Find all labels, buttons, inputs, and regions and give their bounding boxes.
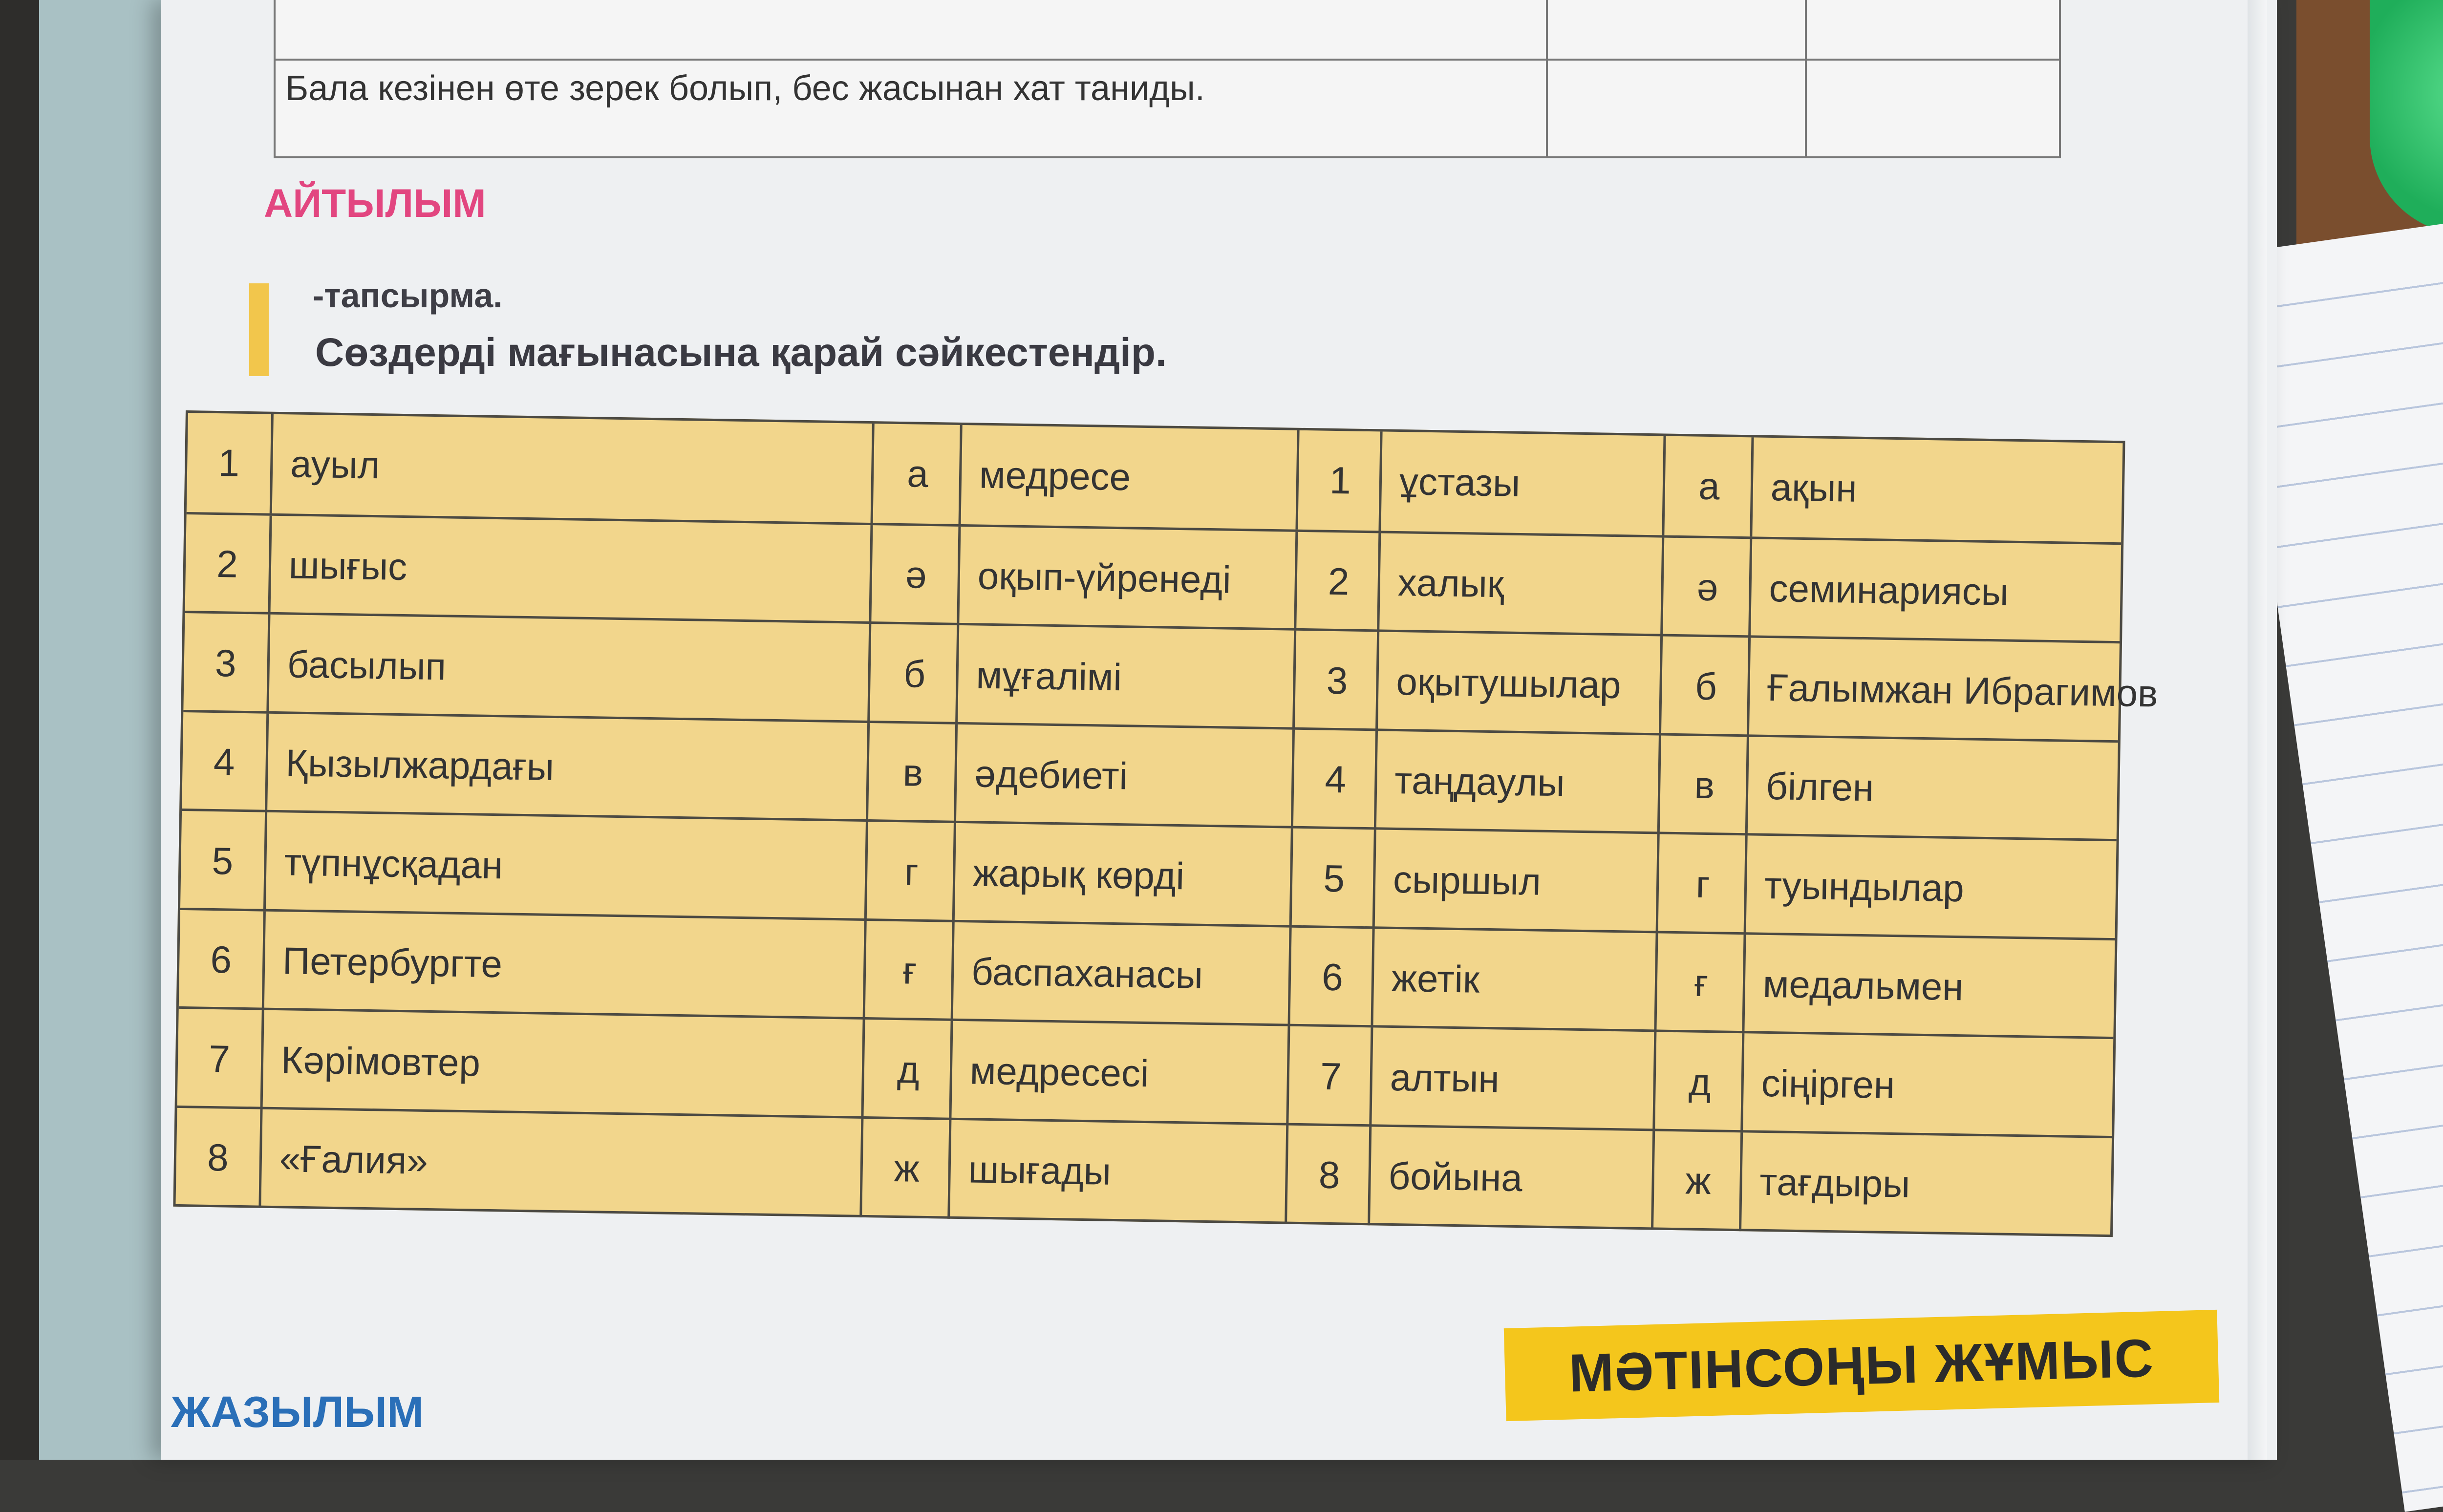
- left-letter-cell: ә: [869, 525, 961, 625]
- left-number-cell: 4: [213, 740, 236, 784]
- right-letter-cell: ғ: [1654, 933, 1746, 1033]
- left-match-cell: мұғалімі: [955, 625, 1294, 729]
- left-word-cell: Петербургте: [262, 911, 864, 1020]
- right-match-cell: семинариясы: [1748, 539, 2121, 643]
- left-match-cell: жарық көрді: [952, 823, 1291, 927]
- right-match-cell: туындылар: [1744, 835, 2117, 940]
- left-letter-cell: г: [864, 822, 956, 922]
- left-letter-cell: д: [861, 1020, 953, 1120]
- left-match-cell: әдебиеті: [954, 724, 1292, 828]
- matching-table: [173, 410, 2159, 1237]
- post-text-banner: [1504, 1310, 2219, 1421]
- right-letter-cell: ә: [1660, 537, 1752, 638]
- right-number-cell: 3: [1292, 631, 1379, 731]
- left-number-cell: 3: [214, 641, 237, 685]
- right-letter-cell: г: [1656, 834, 1748, 934]
- right-word-cell: оқытушылар: [1375, 632, 1660, 735]
- left-match-cell: медресесі: [949, 1021, 1287, 1125]
- right-number-cell: 6: [1287, 927, 1374, 1027]
- table-divider: [1805, 0, 1807, 156]
- right-letter-cell: б: [1659, 636, 1751, 736]
- previous-table: [274, 0, 2061, 158]
- right-word-cell: бойына: [1368, 1127, 1652, 1230]
- right-word-cell: халық: [1377, 533, 1662, 637]
- right-word-cell: жетік: [1371, 929, 1655, 1032]
- section-heading-writing: ЖАЗЫЛЫМ: [171, 1388, 424, 1437]
- left-number-cell: 2: [216, 542, 238, 586]
- banner-text: МӘТІНСОҢЫ ЖҰМЫС: [1568, 1327, 2155, 1404]
- right-letter-cell: ж: [1651, 1131, 1743, 1231]
- left-match-cell: медресе: [959, 425, 1297, 529]
- right-number-cell: 5: [1289, 829, 1376, 929]
- right-match-cell: тағдыры: [1739, 1132, 2112, 1237]
- task-number-marker: [249, 283, 269, 376]
- right-letter-cell: д: [1652, 1032, 1744, 1132]
- left-word-cell: ауыл: [270, 414, 872, 523]
- section-title: АЙТЫЛЫМ: [264, 181, 486, 226]
- right-match-cell: медальмен: [1742, 935, 2115, 1039]
- page-edge: [2248, 0, 2267, 1460]
- right-match-cell: сіңірген: [1740, 1033, 2113, 1138]
- right-match-cell: білген: [1745, 737, 2118, 841]
- right-letter-cell: в: [1657, 735, 1749, 835]
- left-letter-cell: а: [871, 424, 963, 524]
- left-word-cell: Қызылжардағы: [265, 713, 867, 822]
- left-word-cell: түпнұсқадан: [263, 812, 866, 921]
- right-number-cell: 1: [1295, 430, 1382, 531]
- right-number-cell: 8: [1285, 1125, 1372, 1225]
- left-number-cell: 1: [217, 441, 240, 485]
- left-letter-cell: б: [867, 624, 959, 724]
- table-divider: [1546, 0, 1548, 156]
- left-number-cell: 7: [208, 1037, 231, 1081]
- table-sentence: Бала кезінен өте зерек болып, бес жасынан хат таниды.: [285, 69, 1205, 108]
- left-number-cell: 8: [207, 1136, 229, 1179]
- right-word-cell: алтын: [1369, 1027, 1654, 1131]
- left-word-cell: басылып: [266, 615, 869, 723]
- right-number-cell: 4: [1291, 729, 1378, 830]
- right-word-cell: сыршыл: [1372, 830, 1657, 933]
- right-word-cell: ұстазы: [1378, 431, 1663, 535]
- right-number-cell: 7: [1286, 1026, 1373, 1127]
- left-letter-cell: ғ: [863, 920, 955, 1021]
- right-number-cell: 2: [1294, 532, 1381, 632]
- left-number-cell: 6: [210, 938, 232, 981]
- left-word-cell: Кәрімовтер: [260, 1010, 863, 1119]
- left-match-cell: оқып-үйренеді: [957, 526, 1295, 630]
- right-word-cell: таңдаулы: [1374, 731, 1659, 834]
- left-word-cell: «Ғалия»: [258, 1109, 861, 1217]
- left-match-cell: баспаханасы: [951, 922, 1289, 1026]
- left-letter-cell: ж: [859, 1118, 951, 1218]
- task-label: -тапсырма.: [313, 277, 503, 315]
- right-letter-cell: а: [1662, 436, 1754, 536]
- right-match-cell: Ғалымжан Ибрагимов: [1747, 638, 2120, 742]
- table-divider: [276, 59, 2059, 61]
- left-word-cell: шығыс: [268, 515, 870, 624]
- right-match-cell: ақын: [1750, 437, 2122, 542]
- task-instruction: Сөздерді мағынасына қарай сәйкестендір.: [315, 330, 1167, 375]
- left-number-cell: 5: [212, 839, 234, 883]
- left-match-cell: шығады: [947, 1120, 1286, 1224]
- left-letter-cell: в: [866, 723, 958, 823]
